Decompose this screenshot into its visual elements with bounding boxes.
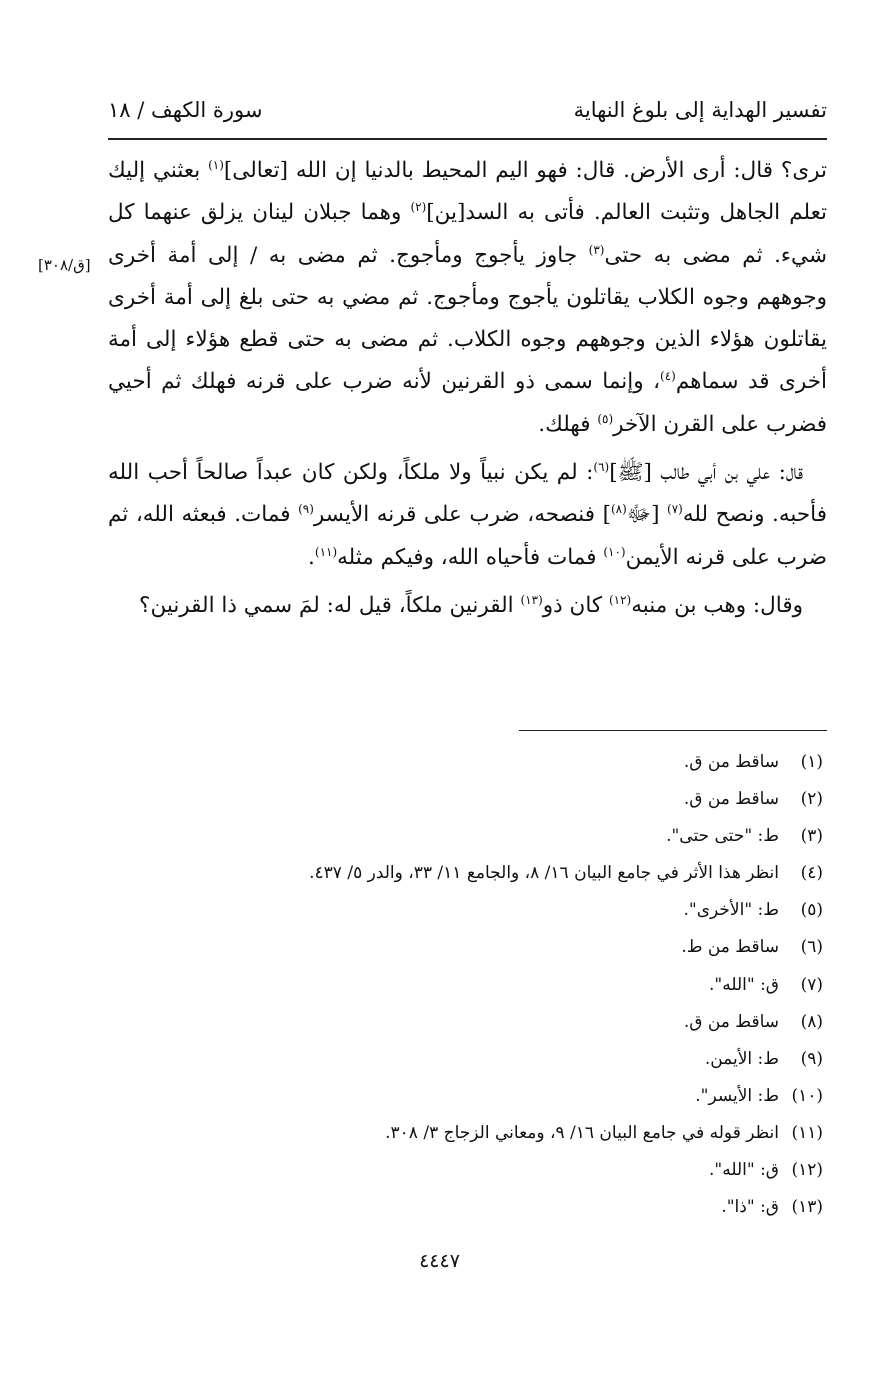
text-segment: جاوز يأجوج ومأجوج. ثم مضى به / إلى أمة أخرى وجوههم وجوه الكلاب يقاتلون يأجوج ومأجوج. ثم مضي به حتى بلغ إلى أمة أخرى يقاتلون هؤلاء الذين وجوههم وجوه الكلاب. ثم مضى به حتى قطع هؤلاء إلى أمة أخرى قد سماهم <box>108 242 827 395</box>
footnotes <box>80 744 823 1226</box>
footnote-ref: (٩) <box>298 502 314 517</box>
footnote-item <box>80 1189 823 1226</box>
footnote-text: ق: "ذا". <box>721 1197 779 1218</box>
footnote-text: ط: "الأخرى". <box>683 900 779 921</box>
footnote-text: ط: "حتى حتى". <box>666 826 779 847</box>
text-segment: قال: علي بن أبي طالب [ﷺ] <box>609 460 803 486</box>
text-segment: فمات. فبعثه الله، ثم ضرب على قرنه الأيمن <box>108 502 827 570</box>
footnote-number: (٧) <box>800 974 823 995</box>
text-segment: وهما جبلان لينان يزلق عنهما كل شيء. ثم مضى به حتى <box>108 200 827 268</box>
footnote-item <box>80 781 823 818</box>
surah-page-label: سورة الكهف / ١٨ <box>108 98 263 122</box>
footnote-text: ساقط من ق. <box>683 752 779 772</box>
footnote-ref: (٣) <box>588 242 605 257</box>
text-segment: [ﷻ <box>626 502 668 528</box>
footnote-ref: (١٠) <box>603 544 626 559</box>
footnote-number: (١٠) <box>791 1085 823 1106</box>
footnote-text: ق: "الله". <box>708 974 779 995</box>
footnote-text: ق: "الله". <box>708 1160 779 1181</box>
footnote-ref: (٧) <box>667 502 683 517</box>
footnote-item <box>80 855 823 892</box>
footnote-ref: (٤) <box>660 369 676 384</box>
footnote-text: انظر هذا الأثر في جامع البيان ١٦/ ٨، والجامع ١١/ ٣٣، والدر ٥/ ٤٣٧. <box>309 863 779 884</box>
footnote-number: (٤) <box>800 863 823 884</box>
text-segment: كان ذو <box>542 592 609 618</box>
footnote-ref: (١١) <box>314 544 338 559</box>
footnote-item <box>80 967 823 1004</box>
footnote-item <box>80 744 823 781</box>
footnote-item <box>80 1115 823 1152</box>
text-segment: بعثني إليك تعلم الجاهل وتثبت العالم. فأتى به السد[ين] <box>108 158 827 226</box>
footnote-text: ساقط من ق. <box>683 789 779 810</box>
running-header <box>108 92 827 140</box>
footnote-number: (١١) <box>791 1122 823 1143</box>
footnote-number: (٣) <box>800 826 823 847</box>
footnote-number: (٨) <box>800 1011 823 1032</box>
text-segment: فهلك. <box>538 411 598 437</box>
paragraph-1 <box>108 150 827 446</box>
book-title: تفسير الهداية إلى بلوغ النهاية <box>573 98 827 122</box>
footnote-number: (١٣) <box>791 1197 823 1218</box>
footnote-number: (١) <box>800 752 823 772</box>
text-segment: : لم يكن نبياً ولا ملكاً، ولكن كان عبداً صالحاً أحب الله فأحبه. ونصح لله <box>108 460 827 528</box>
footnote-number: (٢) <box>800 789 823 810</box>
footnote-ref: (٥) <box>597 411 614 426</box>
footnote-item <box>80 1041 823 1078</box>
text-segment: فمات فأحياه الله، وفيكم مثله <box>337 544 604 570</box>
footnote-ref: (٨) <box>610 502 627 517</box>
footnote-number: (٩) <box>800 1048 823 1069</box>
text-segment: ترى؟ قال: أرى الأرض. قال: فهو اليم المحيط بالدنيا إن الله [تعالى] <box>223 158 827 183</box>
footnote-number: (٥) <box>800 900 823 921</box>
footnote-item <box>80 1152 823 1189</box>
footnote-item <box>80 818 823 855</box>
manuscript-page-marker: [ق/٣٠٨] <box>38 256 91 274</box>
footnote-ref: (٦) <box>593 459 610 474</box>
footnote-ref: (١٢) <box>608 592 632 607</box>
text-segment: ، وإنما سمى ذو القرنين لأنه ضرب على قرنه فهلك ثم أحيي فضرب على القرن الآخر <box>108 369 827 437</box>
text-segment: وقال: وهب بن منبه <box>631 592 803 618</box>
footnote-ref: (١) <box>208 157 224 172</box>
page-number: ٤٤٤٧ <box>419 1250 460 1272</box>
footnote-divider <box>519 730 827 731</box>
paragraph-2 <box>108 452 827 579</box>
footnote-ref: (٢) <box>410 200 427 215</box>
footnote-item <box>80 1078 823 1115</box>
footnote-text: ساقط من ق. <box>683 1011 779 1032</box>
footnote-number: (٦) <box>800 937 823 958</box>
footnote-text: ساقط من ط. <box>681 937 779 958</box>
footnote-ref: (١٣) <box>520 592 543 607</box>
footnote-text: ط: الأيمن. <box>704 1048 779 1069</box>
text-segment: ] فنصحه، ضرب على قرنه الأيسر <box>313 502 611 528</box>
text-segment: . <box>308 544 315 570</box>
main-text <box>108 150 827 627</box>
footnote-number: (١٢) <box>791 1160 823 1181</box>
footnote-item <box>80 892 823 929</box>
footnote-text: ط: الأيسر". <box>695 1085 779 1106</box>
footnote-item <box>80 1004 823 1041</box>
paragraph-3 <box>108 585 827 627</box>
footnote-text: انظر قوله في جامع البيان ١٦/ ٩، ومعاني الزجاج ٣/ ٣٠٨. <box>385 1122 779 1143</box>
footnote-item <box>80 929 823 966</box>
text-segment: القرنين ملكاً، قيل له: لمَ سمي ذا القرنين؟ <box>139 592 521 618</box>
